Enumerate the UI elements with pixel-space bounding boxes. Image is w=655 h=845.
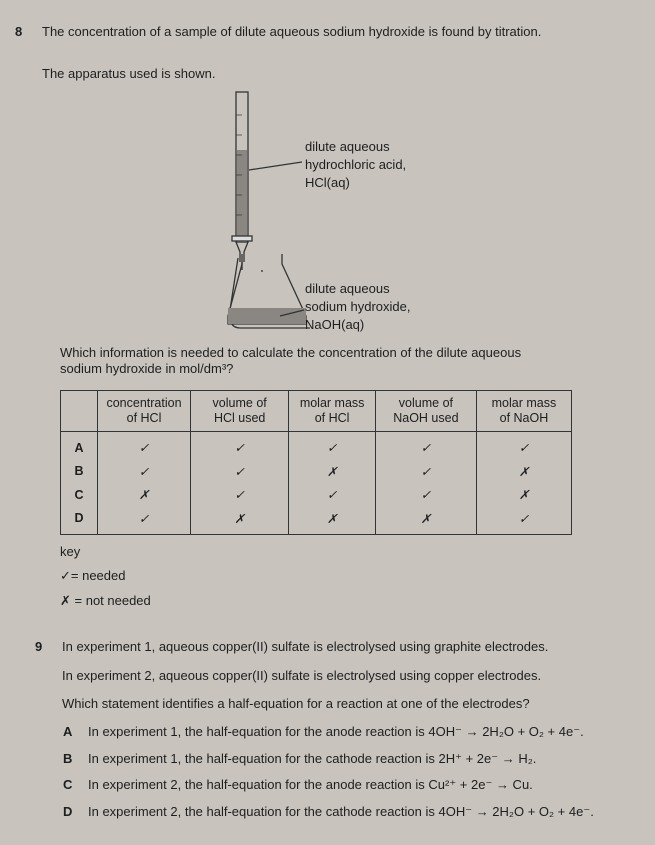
table-cell: ✓: [191, 460, 289, 484]
q9-line: In experiment 2, aqueous copper(II) sulfate is electrolysed using copper electrodes.: [62, 668, 542, 683]
table-cell: ✗: [375, 507, 476, 535]
q8-stem: The concentration of a sample of dilute aqueous sodium hydroxide is found by titration.: [42, 24, 542, 39]
question-number-8: 8: [15, 24, 23, 39]
table-cell: ✗: [476, 460, 571, 484]
table-cell: ✓: [375, 432, 476, 460]
q8-question-line: Which information is needed to calculate the concentration of the dilute aqueous: [60, 345, 522, 360]
table-cell: ✓: [289, 432, 376, 460]
header-cell: [61, 391, 98, 432]
table-cell: ✗: [98, 483, 191, 507]
base-label-line: sodium hydroxide,: [305, 299, 411, 314]
table-row: [61, 483, 572, 507]
table-cell: ✓: [191, 483, 289, 507]
header-cell: volume of NaOH used: [375, 391, 476, 432]
table-cell: ✓: [476, 507, 571, 535]
key-title: key: [60, 544, 81, 559]
header-cell: volume of HCl used: [191, 391, 289, 432]
table-row: [61, 432, 572, 460]
q8-apparatus-text: The apparatus used is shown.: [42, 66, 216, 81]
table-row: [61, 507, 572, 535]
row-letter: A: [61, 432, 98, 460]
header-cell: molar mass of NaOH: [476, 391, 571, 432]
option-letter[interactable]: C: [63, 777, 73, 792]
q8-question-line: sodium hydroxide in mol/dm³?: [60, 361, 234, 376]
titration-apparatus-diagram: [220, 90, 310, 335]
option-text[interactable]: In experiment 1, the half-equation for the anode reaction is 4OH⁻ → 2H₂O + O₂ + 4e⁻.: [88, 724, 584, 739]
acid-label-line: dilute aqueous: [305, 139, 390, 154]
table-cell: ✗: [289, 507, 376, 535]
option-text[interactable]: In experiment 1, the half-equation for the cathode reaction is 2H⁺ + 2e⁻ → H₂.: [88, 750, 537, 766]
option-letter[interactable]: A: [63, 724, 73, 739]
table-row: [61, 460, 572, 484]
table-cell: ✗: [476, 483, 571, 507]
key-not-needed: ✗ = not needed: [60, 593, 151, 608]
header-cell: molar mass of HCl: [289, 391, 376, 432]
base-label-line: NaOH(aq): [305, 317, 365, 332]
header-cell: concentration of HCl: [98, 391, 191, 432]
option-text[interactable]: In experiment 2, the half-equation for the anode reaction is Cu²⁺ + 2e⁻ → Cu.: [88, 777, 533, 792]
table-cell: ✓: [375, 460, 476, 484]
table-cell: ✓: [375, 483, 476, 507]
q8-question: [60, 345, 521, 377]
question-number-9: 9: [35, 639, 43, 654]
option-letter[interactable]: D: [63, 803, 73, 819]
q9-line: In experiment 1, aqueous copper(II) sulfate is electrolysed using graphite electrodes.: [62, 639, 549, 654]
acid-label: [305, 138, 406, 192]
table-cell: ✓: [98, 507, 191, 535]
acid-label-line: hydrochloric acid,: [305, 157, 407, 172]
table-cell: ✓: [98, 460, 191, 484]
base-label-line: dilute aqueous: [305, 281, 390, 296]
row-letter: B: [61, 460, 98, 484]
option-text[interactable]: In experiment 2, the half-equation for the cathode reaction is 4OH⁻ → 2H₂O + O₂ + 4e⁻.: [88, 803, 594, 819]
table-cell: ✓: [476, 432, 571, 460]
base-label: [305, 280, 411, 334]
table-cell: ✓: [98, 432, 191, 460]
key-needed: ✓= needed: [60, 568, 126, 583]
q9-line: Which statement identifies a half-equation for a reaction at one of the electrodes?: [62, 696, 530, 711]
option-letter[interactable]: B: [63, 750, 73, 766]
table-cell: ✗: [289, 460, 376, 484]
table-cell: ✗: [191, 507, 289, 535]
row-letter: D: [61, 507, 98, 535]
options-table: [60, 390, 572, 535]
acid-label-line: HCl(aq): [305, 175, 350, 190]
row-letter: C: [61, 483, 98, 507]
table-cell: ✓: [191, 432, 289, 460]
table-cell: ✓: [289, 483, 376, 507]
